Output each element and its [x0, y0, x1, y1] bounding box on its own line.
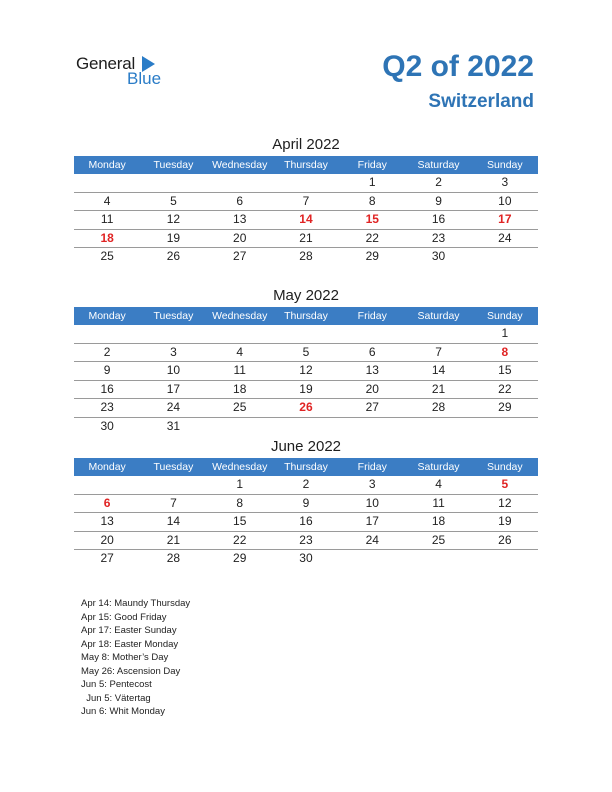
weekday-label: Friday [357, 461, 387, 473]
week-row [74, 495, 538, 514]
day-cell: 6 [368, 344, 376, 359]
month-title: June 2022 [270, 438, 342, 455]
holiday-day-cell: 18 [100, 230, 114, 245]
day-cell: 31 [166, 418, 181, 433]
day-cell [140, 325, 206, 343]
day-cell: 7 [302, 193, 310, 208]
day-cell: 26 [166, 249, 181, 263]
holiday-list-item: Jun 5: Vätertag [81, 692, 151, 704]
day-cell: 10 [166, 363, 181, 377]
day-cell: 12 [299, 363, 313, 377]
day-cell: 28 [166, 551, 181, 565]
day-cell [405, 418, 471, 436]
weekday-label: Thursday [284, 461, 328, 473]
day-cell: 18 [431, 514, 446, 528]
week-row [74, 399, 538, 418]
day-cell: 29 [233, 551, 247, 565]
holiday-list-item: Jun 5: Pentecost [81, 679, 152, 690]
day-cell: 30 [100, 418, 114, 433]
holiday-day-cell: 15 [365, 212, 379, 226]
holiday-list-item: Apr 18: Easter Monday [81, 638, 179, 650]
week-row [74, 476, 538, 495]
day-cell: 27 [233, 249, 247, 263]
week-row [74, 174, 538, 193]
weekday-label: Tuesday [153, 310, 194, 322]
day-cell: 21 [431, 381, 446, 396]
day-cell: 16 [431, 212, 446, 226]
day-cell: 28 [299, 249, 313, 263]
day-cell: 2 [435, 175, 442, 189]
day-cell: 23 [299, 532, 313, 547]
weekday-label: Saturday [417, 461, 460, 473]
day-cell: 13 [100, 514, 114, 528]
weekday-label: Monday [88, 310, 126, 322]
holiday-list-item: Jun 6: Whit Monday [81, 706, 165, 717]
month-calendar [74, 134, 538, 266]
holiday-list-item: Apr 17: Easter Sunday [81, 625, 177, 636]
day-cell: 5 [302, 344, 310, 359]
week-row [74, 248, 538, 266]
weekday-label: Tuesday [153, 461, 194, 473]
day-cell [74, 174, 140, 192]
day-cell [405, 325, 471, 343]
day-cell [472, 418, 538, 436]
day-cell: 9 [103, 363, 111, 377]
weekday-label: Sunday [487, 461, 523, 473]
holiday-day-cell: 8 [501, 344, 509, 359]
day-cell: 19 [166, 230, 181, 245]
week-row [74, 550, 538, 568]
weekday-label: Friday [357, 310, 387, 322]
holiday-day-cell: 5 [501, 477, 509, 491]
weekday-label: Wednesday [212, 159, 268, 171]
weekday-label: Monday [88, 159, 126, 171]
day-cell [472, 248, 538, 266]
day-cell [405, 550, 471, 568]
day-cell: 24 [365, 532, 379, 547]
day-cell: 4 [103, 193, 111, 208]
day-cell: 29 [365, 249, 379, 263]
day-cell: 29 [498, 400, 512, 414]
day-cell: 22 [498, 381, 512, 396]
day-cell: 20 [233, 230, 247, 245]
day-cell: 8 [236, 495, 244, 510]
day-cell: 25 [431, 532, 446, 547]
day-cell: 15 [498, 363, 512, 377]
month-calendar [74, 436, 538, 568]
week-row [74, 230, 538, 249]
day-cell: 9 [435, 193, 442, 208]
weekday-label: Thursday [284, 159, 328, 171]
day-cell [74, 476, 140, 494]
holiday-day-cell: 6 [103, 495, 111, 510]
weekday-label: Friday [357, 159, 387, 171]
day-cell: 17 [166, 381, 181, 396]
day-cell [74, 325, 140, 343]
holiday-day-cell: 14 [299, 212, 313, 226]
day-cell [140, 174, 206, 192]
day-cell [207, 418, 273, 436]
week-row [74, 344, 538, 363]
day-cell: 23 [431, 230, 446, 245]
month-title: May 2022 [273, 287, 339, 304]
weekday-header-row [74, 307, 538, 325]
holiday-list [81, 597, 190, 719]
day-cell: 2 [103, 344, 111, 359]
day-cell: 4 [236, 344, 244, 359]
weekday-label: Saturday [417, 159, 460, 171]
weekday-label: Sunday [487, 159, 523, 171]
day-cell [339, 418, 405, 436]
day-cell: 26 [498, 532, 512, 547]
day-cell: 1 [236, 477, 244, 491]
day-cell: 12 [498, 495, 512, 510]
day-cell: 25 [100, 249, 114, 263]
day-cell: 11 [432, 495, 445, 510]
day-cell: 30 [299, 551, 313, 565]
logo-general-text: General [76, 54, 136, 73]
weekday-label: Thursday [284, 310, 328, 322]
day-cell: 13 [233, 212, 247, 226]
day-cell: 18 [233, 381, 247, 396]
day-cell: 6 [236, 193, 244, 208]
day-cell: 3 [170, 344, 177, 359]
day-cell [140, 476, 206, 494]
logo [76, 54, 176, 88]
weekday-label: Monday [88, 461, 126, 473]
day-cell: 16 [100, 381, 114, 396]
day-cell: 2 [302, 477, 310, 491]
holiday-list-item: Apr 15: Good Friday [81, 611, 167, 623]
day-cell: 22 [365, 230, 379, 245]
month-calendar [74, 285, 538, 435]
day-cell: 19 [498, 514, 512, 528]
weekday-header-row [74, 156, 538, 174]
day-cell: 21 [166, 532, 181, 547]
day-cell [472, 550, 538, 568]
day-cell: 9 [302, 495, 310, 510]
day-cell: 28 [431, 400, 446, 414]
week-row [74, 418, 538, 436]
weekday-label: Sunday [487, 310, 523, 322]
weekday-label: Saturday [417, 310, 460, 322]
day-cell: 27 [100, 551, 114, 565]
day-cell: 10 [498, 193, 512, 208]
holiday-day-cell: 17 [498, 212, 512, 226]
week-row [74, 193, 538, 212]
logo-blue-text: Blue [127, 69, 162, 88]
day-cell: 10 [365, 495, 379, 510]
week-row [74, 362, 538, 381]
day-cell: 20 [365, 381, 379, 396]
weekday-label: Tuesday [153, 159, 194, 171]
day-cell: 11 [100, 212, 114, 226]
day-cell [339, 550, 405, 568]
day-cell: 14 [431, 363, 446, 377]
weekday-label: Wednesday [212, 310, 268, 322]
holiday-list-item: May 26: Ascension Day [81, 665, 181, 677]
day-cell: 7 [435, 344, 442, 359]
day-cell: 21 [299, 230, 313, 245]
quarter-title: Q2 of 2022 [382, 50, 534, 83]
day-cell: 3 [368, 477, 376, 491]
day-cell: 8 [368, 193, 376, 208]
week-row [74, 325, 538, 344]
week-row [74, 381, 538, 400]
day-cell: 16 [299, 514, 313, 528]
day-cell: 13 [365, 363, 379, 377]
holiday-day-cell: 26 [299, 400, 313, 414]
day-cell: 3 [501, 175, 509, 189]
month-title: April 2022 [272, 136, 340, 153]
day-cell: 1 [501, 326, 509, 340]
day-cell [207, 325, 273, 343]
day-cell [207, 174, 273, 192]
day-cell: 20 [100, 532, 114, 547]
week-row [74, 513, 538, 532]
day-cell: 7 [170, 495, 177, 510]
week-row [74, 211, 538, 230]
day-cell: 1 [368, 175, 376, 189]
weekday-label: Wednesday [212, 461, 268, 473]
day-cell [339, 325, 405, 343]
day-cell: 14 [166, 514, 181, 528]
day-cell: 25 [233, 400, 247, 414]
day-cell [273, 325, 339, 343]
day-cell: 22 [233, 532, 247, 547]
day-cell: 23 [100, 400, 114, 414]
day-cell: 17 [365, 514, 379, 528]
holiday-list-item: Apr 14: Maundy Thursday [81, 598, 191, 609]
country-name: Switzerland [428, 91, 534, 112]
day-cell: 24 [498, 230, 512, 245]
day-cell: 11 [233, 363, 246, 377]
day-cell: 19 [299, 381, 313, 396]
day-cell: 24 [166, 400, 181, 414]
day-cell [273, 174, 339, 192]
day-cell: 5 [170, 193, 177, 208]
day-cell: 30 [431, 249, 446, 263]
day-cell: 4 [435, 477, 442, 491]
day-cell: 15 [233, 514, 247, 528]
week-row [74, 532, 538, 551]
holiday-list-item: May 8: Mother’s Day [81, 652, 169, 663]
weekday-header-row [74, 458, 538, 476]
day-cell [273, 418, 339, 436]
day-cell: 12 [166, 212, 181, 226]
day-cell: 27 [365, 400, 379, 414]
